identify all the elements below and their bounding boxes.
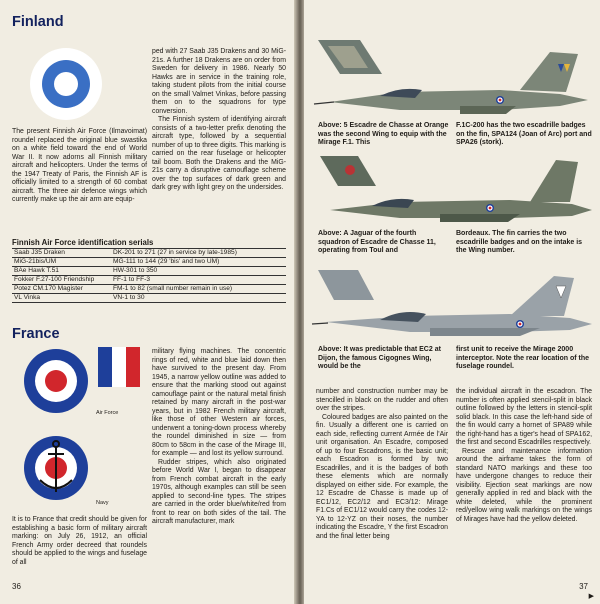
- navy-label: Navy: [96, 500, 109, 506]
- finland-text-col2: ped with 27 Saab J35 Drakens and 30 MiG-21s. A further 18 Drakens are on order from Sweden for delivery in 1986. Nearly 50 Hawks are in service in the training role, taking student pilots from the initial course on the small Valmet Vinkas, before passing them on to the squadrons for type conversion. The Finnish system of identifying aircraft consists of a two-letter prefix denoting the aircraft type, followed by a sequential number of up to three digits. This marking is carried on the rear fuselage or helicopter tail boom. Both the Drakens and the MiG-21s carry a disruptive camouflage scheme over the top surfaces of dark green and dark grey with light grey on the undersides.: [152, 48, 286, 191]
- table-row: MiG-21bis/UM MG-111 to 144 (29 'bis' and two UM): [12, 258, 286, 267]
- caption-1-left: Above: 5 Escadre de Chasse at Orange was the second Wing to equip with the Mirage F.1. This: [318, 122, 449, 146]
- finland-heading: Finland: [12, 14, 64, 30]
- table-row: Fokker F.27-100 Friendship FF-1 to FF-3: [12, 276, 286, 285]
- continue-arrow-icon: ▶: [588, 593, 594, 600]
- table-row: VL Vinka VN-1 to 30: [12, 294, 286, 303]
- air-force-label: Air Force: [96, 410, 119, 416]
- caption-3-left: Above: It was predictable that EC2 at Dijon, the famous Cigognes Wing, would be the: [318, 346, 441, 370]
- france-heading: France: [12, 326, 60, 342]
- table-row: BAe Hawk T.51 HW-301 to 350: [12, 267, 286, 276]
- caption-3-right: first unit to receive the Mirage 2000 interceptor. Note the rear location of the fuselage roundel.: [456, 346, 590, 370]
- caption-2-right: Bordeaux. The fin carries the two escadrille badges and on the intake is the Wing number.: [456, 230, 583, 254]
- caption-2-left: Above: A Jaguar of the fourth squadron of Escadre de Chasse 11, operating from Toul and: [318, 230, 436, 254]
- table-row: Potez CM.170 Magister FM-1 to 82 (small number remain in use): [12, 285, 286, 294]
- serials-table: [12, 248, 286, 303]
- caption-1-right: F.1C-200 has the two escadrille badges on the fin, SPA124 (Joan of Arc) port and SPA26 (stork).: [456, 122, 592, 146]
- table-row: Saab J35 Draken DK-201 to 271 (27 in service by late-1985): [12, 249, 286, 258]
- page-number: 37: [579, 582, 588, 591]
- french-air-force-roundel: [20, 345, 145, 415]
- left-page: [0, 0, 296, 604]
- mirage-f1-illustration: [310, 36, 594, 122]
- french-navy-roundel: [20, 432, 100, 508]
- page-number: 36: [12, 582, 21, 591]
- finland-text-col1: The present Finnish Air Force (Ilmavoimat) roundel replaced the original blue swastika on a white field toward the end of World War II. It now adorns all Finnish military aircraft and helicopters. Under the terms of the 1947 Treaty of Paris, the Finnish AF is officially limited to a strength of 60 combat aircraft. The three air defence wings which currently make up the air arm are equip-: [12, 128, 147, 203]
- finnish-roundel: [18, 44, 118, 124]
- mirage-2000-illustration: [310, 268, 594, 342]
- right-page: [304, 0, 600, 604]
- body-text-col1: number and construction number may be stencilled in black on the rudder and often over the stripes. Coloured badges are also painted on the fin. Usually a different one is carried on each side, reflecting current Armée de l'Air unit organisation. An Escadre, composed of up to four Escadrons, is the basic unit; each Escadron is formed by two Escadrilles, and it is the badges of both these elements which are normally displayed on either side. For example, the 12 Escadre de Chasse is made up of EC1/12, EC2/12 and EC3/12: Mirage F1.Cs of EC1/12 would carry the codes 12-YA to 12-YZ on their noses, the number indicating the Escadre, Y the first Escadron and the final letter being: [316, 388, 448, 540]
- jaguar-illustration: [310, 152, 594, 228]
- body-text-col2: the individual aircraft in the escadron. The number is often applied stencil-split in black outline followed by the letters in stencil-split solid black. In this case the left-hand side of the fin would carry a hornet of SPA89 while the right-hand has a tiger's head of SPA162, the first and second Escadrilles respectively. Rescue and maintenance information around the airframe takes the form of standard NATO markings and these too have undergone changes to reduce their visibility. Ejection seat markings are now generally applied in red and black with the white deleted, while the prominent red/yellow wing walk markings on the wings of Mirages have had the yellow deleted.: [456, 388, 592, 523]
- france-text-col2: military flying machines. The concentric rings of red, white and blue laid down then have survived to the present day. From 1945, a narrow yellow outline was added to ensure that the marking stood out against camouflage paint or the natural metal finish retained by many aircraft in the post-war years, but in 1982 French military aircraft, like those of other Western air forces, underwent a toning-down process whereby the roundel diminished in size — from 80cm to 58cm in the case of the Mirage III, for example — and lost its yellow surround. Rudder stripes, which also originated before World War I, began to disappear from French combat aircraft in the early 1970s, although examples can still be seen applied to second-line types. The stripes are carried in the order blue/white/red from front to rear on both sides of the tail. The aircraft manufacturer, mark: [152, 348, 286, 525]
- serials-table-title: Finnish Air Force identification serials: [12, 238, 154, 247]
- france-text-col1: It is to France that credit should be given for establishing a basic form of military aircraft marking: on July 26, 1912, an official French Army order decreed that roundels should be applied to the wings and fuselage of all: [12, 516, 147, 566]
